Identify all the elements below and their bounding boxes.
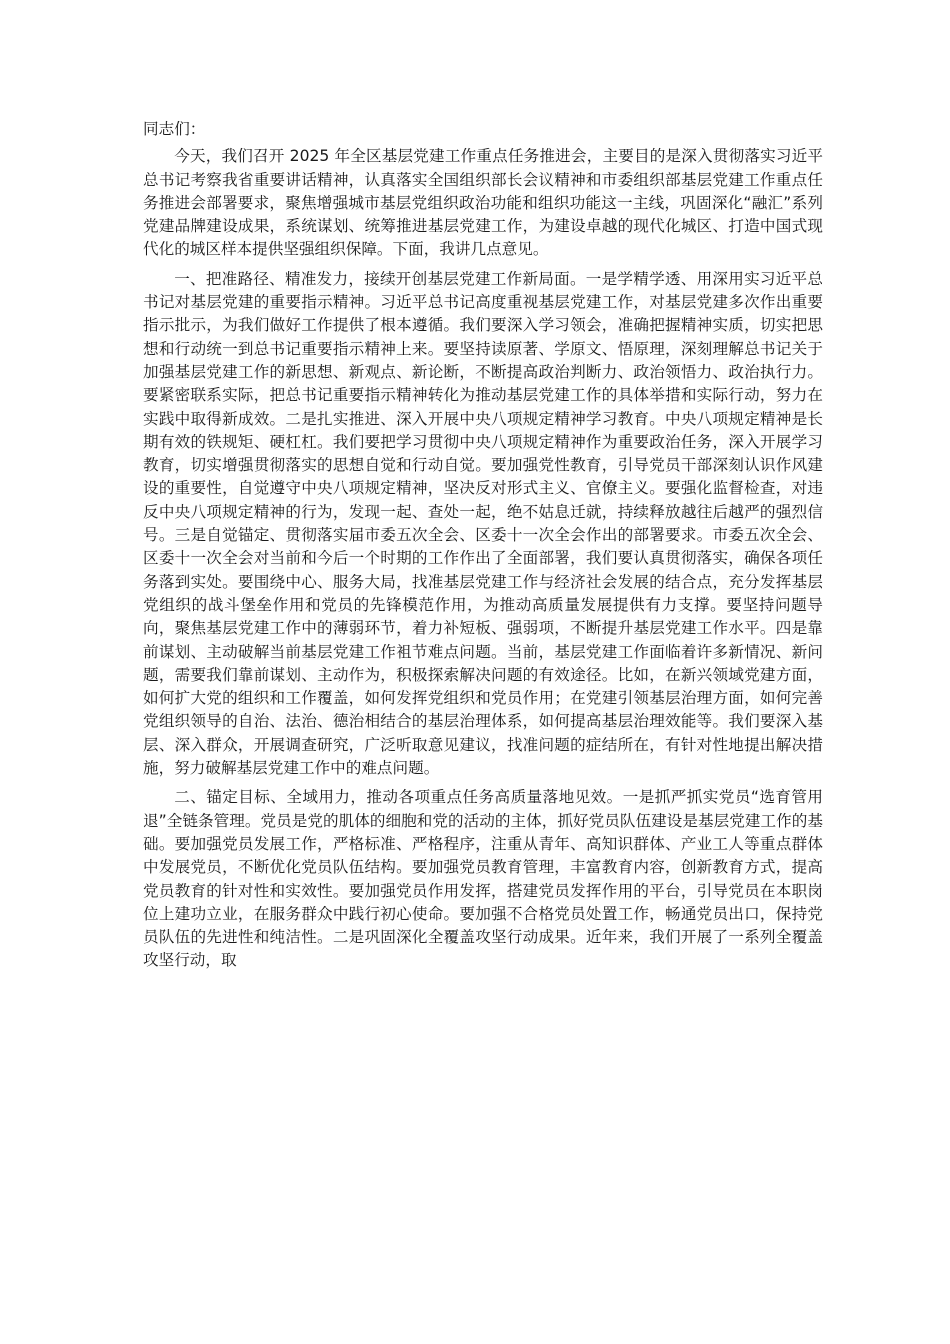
document-page	[143, 118, 823, 979]
paragraph-intro: 今天，我们召开 2025 年全区基层党建工作重点任务推进会，主要目的是深入贯彻落实习近平总书记考察我省重要讲话精神，认真落实全国组织部长会议精神和市委组织部基层党建工作重点任务推进会部署要求，聚焦增强城市基层党组织政治功能和组织功能这一主线，巩固深化“融汇”系列党建品牌建设成果，系统谋划、统筹推进基层党建工作，为建设卓越的现代化城区、打造中国式现代化的城区样本提供坚强组织保障。下面，我讲几点意见。	[143, 147, 823, 259]
salutation: 同志们：	[143, 120, 206, 138]
paragraph-section-one: 一、把准路径、精准发力，接续开创基层党建工作新局面。一是学精学透、用深用实习近平总书记对基层党建的重要指示精神。习近平总书记高度重视基层党建工作，对基层党建多次作出重要指示批示，为我们做好工作提供了根本遵循。我们要深入学习领会，准确把握精神实质，切实把思想和行动统一到总书记重要指示精神上来。要坚持读原著、学原文、悟原理，深刻理解总书记关于加强基层党建工作的新思想、新观点、新论断，不断提高政治判断力、政治领悟力、政治执行力。要紧密联系实际，把总书记重要指示精神转化为推动基层党建工作的具体举措和实际行动，努力在实践中取得新成效。二是扎实推进、深入开展中央八项规定精神学习教育。中央八项规定精神是长期有效的铁规矩、硬杠杠。我们要把学习贯彻中央八项规定精神作为重要政治任务，深入开展学习教育，切实增强贯彻落实的思想自觉和行动自觉。要加强党性教育，引导党员干部深刻认识作风建设的重要性，自觉遵守中央八项规定精神，坚决反对形式主义、官僚主义。要强化监督检查，对违反中央八项规定精神的行为，发现一起、查处一起，绝不姑息迁就，持续释放越往后越严的强烈信号。三是自觉锚定、贯彻落实届市委五次全会、区委十一次全会作出的部署要求。市委五次全会、区委十一次全会对当前和今后一个时期的工作作出了全面部署，我们要认真贯彻落实，确保各项任务落到实处。要围绕中心、服务大局，找准基层党建工作与经济社会发展的结合点，充分发挥基层党组织的战斗堡垒作用和党员的先锋模范作用，为推动高质量发展提供有力支撑。要坚持问题导向，聚焦基层党建工作中的薄弱环节，着力补短板、强弱项，不断提升基层党建工作水平。四是靠前谋划、主动破解当前基层党建工作袓节难点问题。当前，基层党建工作面临着许多新情况、新问题，需要我们靠前谋划、主动作为，积极探索解决问题的有效途径。比如，在新兴领域党建方面，如何扩大党的组织和工作覆盖，如何发挥党组织和党员作用；在党建引领基层治理方面，如何完善党组织领导的自治、法治、德治相结合的基层治理体系，如何提高基层治理效能等。我们要深入基层、深入群众，开展调查研究，广泛听取意见建议，找准问题的症结所在，有针对性地提出解决措施，努力破解基层党建工作中的难点问题。	[143, 269, 823, 778]
paragraph-section-two: 二、锚定目标、全域用力，推动各项重点任务高质量落地见效。一是抓严抓实党员“选育管用退”全链条管理。党员是党的肌体的细胞和党的活动的主体，抓好党员队伍建设是基层党建工作的基础。要加强党员发展工作，严格标准、严格程序，注重从青年、高知识群体、产业工人等重点群体中发展党员，不断优化党员队伍结构。要加强党员教育管理，丰富教育内容，创新教育方式，提高党员教育的针对性和实效性。要加强党员作用发挥，搭建党员发挥作用的平台，引导党员在本职岗位上建功立业，在服务群众中践行初心使命。要加强不合格党员处置工作，畅通党员出口，保持党员队伍的先进性和纯洁性。二是巩固深化全覆盖攻坚行动成果。近年来，我们开展了一系列全覆盖攻坚行动，取	[143, 788, 823, 970]
